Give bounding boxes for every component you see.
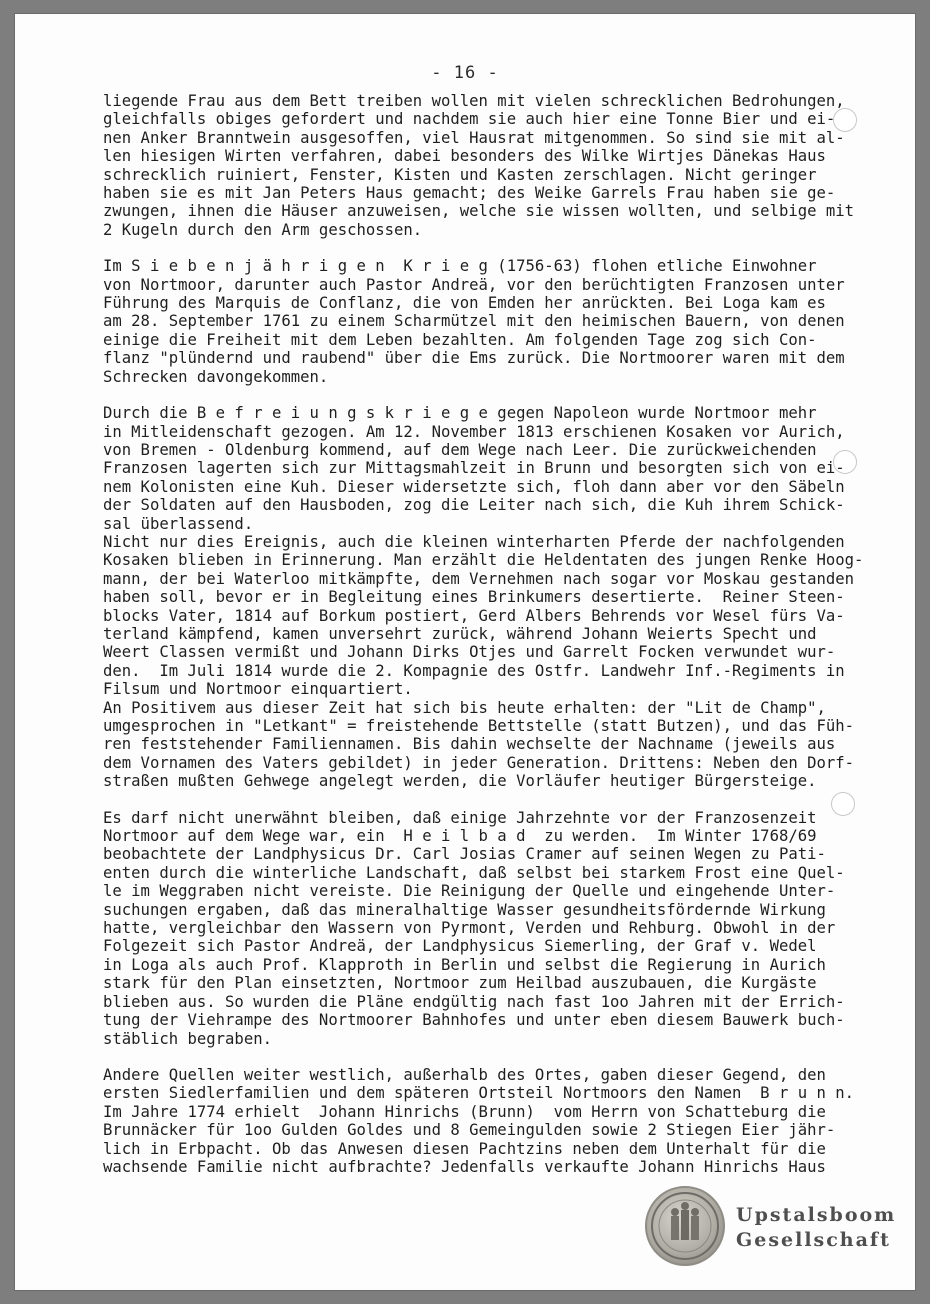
text-line: Durch die B e f r e i u n g s k r i e g e gegen Napoleon wurde Nortmoor mehr: [103, 404, 817, 423]
society-name: [736, 1203, 896, 1253]
text-line: der Soldaten auf den Hausboden, zog die Leiter nach sich, die Kuh ihrem Schick-: [103, 496, 845, 515]
text-line: Nicht nur dies Ereignis, auch die kleinen winterharten Pferde der nachfolgenden: [103, 532, 845, 551]
text-line: den. Im Juli 1814 wurde die 2. Kompagnie des Ostfr. Landwehr Inf.-Regiments in: [103, 661, 845, 680]
text-line: Es darf nicht unerwähnt bleiben, daß einige Jahrzehnte vor der Franzosenzeit: [103, 808, 817, 827]
text-line: stark für den Plan einsetzten, Nortmoor zum Heilbad auszubauen, die Kurgäste: [103, 974, 817, 993]
text-line: wachsende Familie nicht aufbrachte? Jedenfalls verkaufte Johann Hinrichs Haus: [103, 1157, 826, 1176]
text-line: enten durch die winterliche Landschaft, daß selbst bei starkem Frost eine Quel-: [103, 863, 845, 882]
text-line: blieben aus. So wurden die Pläne endgültig nach fast 1oo Jahren mit der Errich-: [103, 992, 845, 1011]
text-line: flanz "plündernd und raubend" über die Ems zurück. Die Nortmoorer waren mit dem: [103, 349, 845, 368]
text-line: Im S i e b e n j ä h r i g e n K r i e g (1756-63) flohen etliche Einwohner: [103, 257, 817, 276]
paragraph: [103, 698, 855, 791]
text-line: mann, der bei Waterloo mitkämpfte, dem Vernehmen nach sogar vor Moskau gestanden: [103, 569, 855, 588]
society-name-line1: Upstalsboom: [736, 1204, 897, 1226]
text-line: nen Anker Branntwein ausgesoffen, viel Hausrat mitgenommen. So sind sie mit al-: [103, 128, 845, 147]
text-line: Brunnäcker für 1oo Gulden Goldes und 8 Gemeingulden sowie 2 Stiegen Eier jähr-: [103, 1121, 836, 1140]
document-page: [14, 13, 916, 1291]
paragraph: [103, 92, 855, 239]
text-line: straßen mußten Gehwege angelegt werden, die Vorläufer heutiger Bürgersteige.: [103, 772, 817, 791]
text-line: tung der Viehrampe des Nortmoorer Bahnhofes und unter eben diesem Bauwerk buch-: [103, 1011, 845, 1030]
text-line: suchungen ergaben, daß das mineralhaltige Wasser gesundheitsfördernde Wirkung: [103, 900, 826, 919]
text-line: ren feststehender Familiennamen. Bis dahin wechselte der Nachname (jeweils aus: [103, 735, 836, 754]
text-line: nem Kolonisten eine Kuh. Dieser widersetzte sich, floh dann aber vor den Säbeln: [103, 477, 845, 496]
text-line: Filsum und Nortmoor einquartiert.: [103, 680, 413, 699]
text-line: lich in Erbpacht. Ob das Anwesen diesen Pachtzins neben dem Unterhalt für die: [103, 1139, 826, 1158]
text-line: in Mitleidenschaft gezogen. Am 12. November 1813 erschienen Kosaken vor Aurich,: [103, 422, 845, 441]
paragraph: [103, 809, 848, 1048]
text-line: Im Jahre 1774 erhielt Johann Hinrichs (Brunn) vom Herrn von Schatteburg die: [103, 1102, 826, 1121]
text-line: haben sie es mit Jan Peters Haus gemacht; des Weike Garrels Frau haben sie ge-: [103, 184, 836, 203]
text-line: An Positivem aus dieser Zeit hat sich bis heute erhalten: der "Lit de Champ",: [103, 698, 826, 717]
text-line: schrecklich ruiniert, Fenster, Kisten und Kasten zerschlagen. Nicht geringer: [103, 165, 817, 184]
text-line: Schrecken davongekommen.: [103, 367, 329, 386]
text-line: Folgezeit sich Pastor Andreä, der Landphysicus Siemerling, der Graf v. Wedel: [103, 937, 817, 956]
text-line: liegende Frau aus dem Bett treiben wollen mit vielen schrecklichen Bedrohungen,: [103, 92, 845, 110]
text-line: haben soll, bevor er in Begleitung eines Brinkumers desertierte. Reiner Steen-: [103, 588, 845, 607]
text-line: len hiesigen Wirten verfahren, dabei besonders des Wilke Wirtjes Dänekas Haus: [103, 147, 826, 166]
paragraph: [103, 532, 864, 699]
text-line: von Nortmoor, darunter auch Pastor Andreä, vor den berüchtigten Franzosen unter: [103, 275, 845, 294]
text-line: von Bremen - Oldenburg kommend, auf dem Wege nach Leer. Die zurückweichenden: [103, 440, 817, 459]
text-line: in Loga als auch Prof. Klapproth in Berlin und selbst die Regierung in Aurich: [103, 955, 826, 974]
text-line: Weert Classen vermißt und Johann Dirks Otjes und Garrelt Focken verwundet wur-: [103, 643, 836, 662]
text-line: gleichfalls obiges gefordert und nachdem sie auch hier eine Tonne Bier und ei-: [103, 110, 836, 129]
text-line: le im Weggraben nicht vereiste. Die Reinigung der Quelle und eingehende Unter-: [103, 882, 836, 901]
text-line: am 28. September 1761 zu einem Scharmützel mit den heimischen Bauern, von denen: [103, 312, 845, 331]
page-number: - 16 -: [431, 63, 499, 83]
text-line: stäblich begraben.: [103, 1029, 272, 1048]
text-line: einige die Freiheit mit dem Leben bezahlten. Am folgenden Tage zog sich Con-: [103, 330, 817, 349]
paragraph: [103, 404, 848, 533]
paragraph: [103, 1065, 855, 1176]
text-line: Kosaken blieben in Erinnerung. Man erzählt die Heldentaten des jungen Renke Hoog-: [103, 551, 864, 570]
text-line: Franzosen lagerten sich zur Mittagsmahlzeit in Brunn und besorgten sich von ei-: [103, 459, 845, 478]
document-body: [103, 92, 864, 1176]
text-line: ersten Siedlerfamilien und dem späteren Ortsteil Nortmoors den Namen B r u n n.: [103, 1084, 855, 1103]
text-line: beobachtete der Landphysicus Dr. Carl Josias Cramer auf seinen Wegen zu Pati-: [103, 845, 826, 864]
text-line: sal überlassend.: [103, 514, 254, 533]
text-line: Nortmoor auf dem Wege war, ein H e i l b a d zu werden. Im Winter 1768/69: [103, 827, 817, 846]
text-line: blocks Vater, 1814 auf Borkum postiert, Gerd Albers Behrends vor Wesel fürs Va-: [103, 606, 845, 625]
upstalsboom-seal-icon: [645, 1186, 725, 1266]
text-line: 2 Kugeln durch den Arm geschossen.: [103, 220, 423, 239]
text-line: hatte, vergleichbar den Wassern von Pyrmont, Verden und Rehburg. Obwohl in der: [103, 919, 836, 938]
text-line: zwungen, ihnen die Häuser anzuweisen, welche sie wissen wollten, und selbige mit: [103, 202, 855, 221]
society-name-line2: Gesellschaft: [736, 1229, 891, 1251]
text-line: umgesprochen in "Letkant" = freistehende Bettstelle (statt Butzen), und das Füh-: [103, 717, 855, 735]
paragraph: [103, 257, 848, 386]
text-line: Führung des Marquis de Conflanz, die von Emden her anrückten. Bei Loga kam es: [103, 294, 826, 313]
text-line: terland kämpfend, kamen unversehrt zurück, während Johann Weierts Specht und: [103, 624, 817, 643]
text-line: Andere Quellen weiter westlich, außerhalb des Ortes, gaben dieser Gegend, den: [103, 1065, 826, 1084]
text-line: dem Vornamen des Vaters gebildet) in jeder Generation. Drittens: Neben den Dorf-: [103, 753, 855, 772]
